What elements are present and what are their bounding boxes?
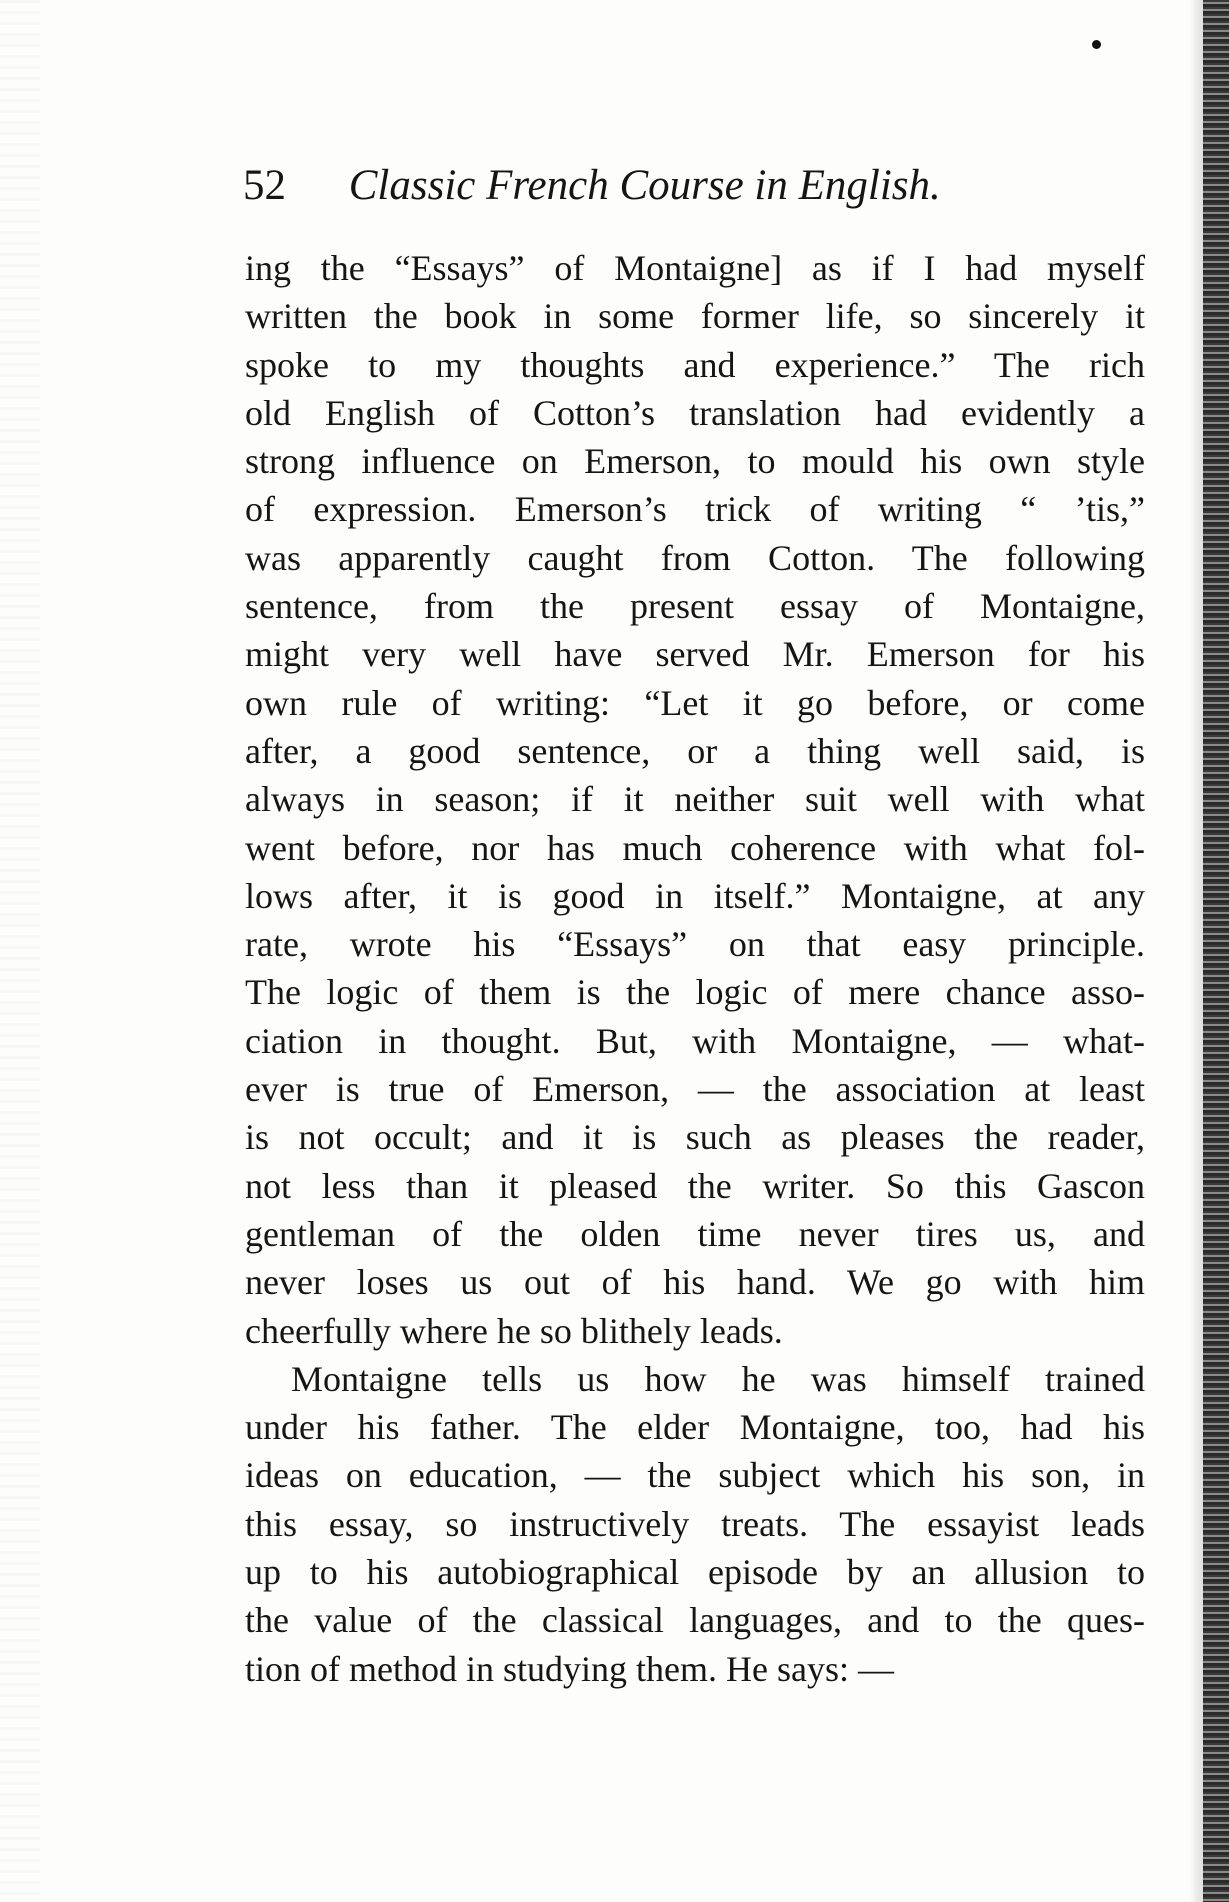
text-line: not less than it pleased the writer. So this Gascon [245, 1165, 1145, 1206]
text-line: ciation in thought. But, with Montaigne, — what- [245, 1020, 1145, 1061]
text-line: up to his autobiographical episode by an allusion to [245, 1552, 1145, 1593]
running-title: Classic French Course in English. [348, 162, 941, 209]
text-line: ever is true of Emerson, — the association at least [245, 1069, 1145, 1110]
scan-binding-edge [1203, 0, 1229, 1902]
binding-shadow [1189, 0, 1203, 1902]
body-text [245, 244, 1145, 1693]
text-line: gentleman of the olden time never tires us, and [245, 1213, 1145, 1254]
text-line: under his father. The elder Montaigne, too, had his [245, 1407, 1145, 1448]
text-line: never loses us out of his hand. We go with him [245, 1262, 1145, 1303]
ink-speck [1092, 40, 1101, 49]
text-line: spoke to my thoughts and experience.” The rich [245, 344, 1145, 385]
text-line: strong influence on Emerson, to mould his own style [245, 441, 1145, 482]
text-line: rate, wrote his “Essays” on that easy principle. [245, 924, 1145, 965]
paragraph-start-line: Montaigne tells us how he was himself trained [291, 1358, 1145, 1399]
text-line: sentence, from the present essay of Montaigne, [245, 586, 1145, 627]
text-line: ing the “Essays” of Montaigne] as if I had myself [245, 248, 1145, 288]
text-line: old English of Cotton’s translation had evidently a [245, 392, 1145, 433]
text-line: lows after, it is good in itself.” Montaigne, at any [245, 875, 1145, 916]
text-line: is not occult; and it is such as pleases the reader, [245, 1117, 1145, 1158]
text-line: might very well have served Mr. Emerson for his [245, 634, 1145, 675]
text-line: was apparently caught from Cotton. The following [245, 537, 1145, 578]
running-header [243, 156, 1143, 216]
paragraph-end-line: cheerfully where he so blithely leads. [245, 1310, 783, 1351]
text-line: went before, nor has much coherence with what fol- [245, 827, 1145, 868]
text-line: own rule of writing: “Let it go before, or come [245, 682, 1145, 723]
text-line: written the book in some former life, so sincerely it [245, 296, 1145, 337]
text-line: The logic of them is the logic of mere chance asso- [245, 972, 1145, 1013]
paragraph-end-line: tion of method in studying them. He says: — [245, 1648, 894, 1689]
text-line: this essay, so instructively treats. The essayist leads [245, 1503, 1145, 1544]
text-line: after, a good sentence, or a thing well said, is [245, 730, 1145, 771]
page-number: 52 [243, 162, 286, 209]
text-line: of expression. Emerson’s trick of writing “ ’tis,” [245, 489, 1145, 530]
scan-left-edge [0, 0, 40, 1902]
text-line: the value of the classical languages, and to the ques- [245, 1600, 1145, 1641]
text-line: always in season; if it neither suit well with what [245, 779, 1145, 820]
text-line: ideas on education, — the subject which his son, in [245, 1455, 1145, 1496]
